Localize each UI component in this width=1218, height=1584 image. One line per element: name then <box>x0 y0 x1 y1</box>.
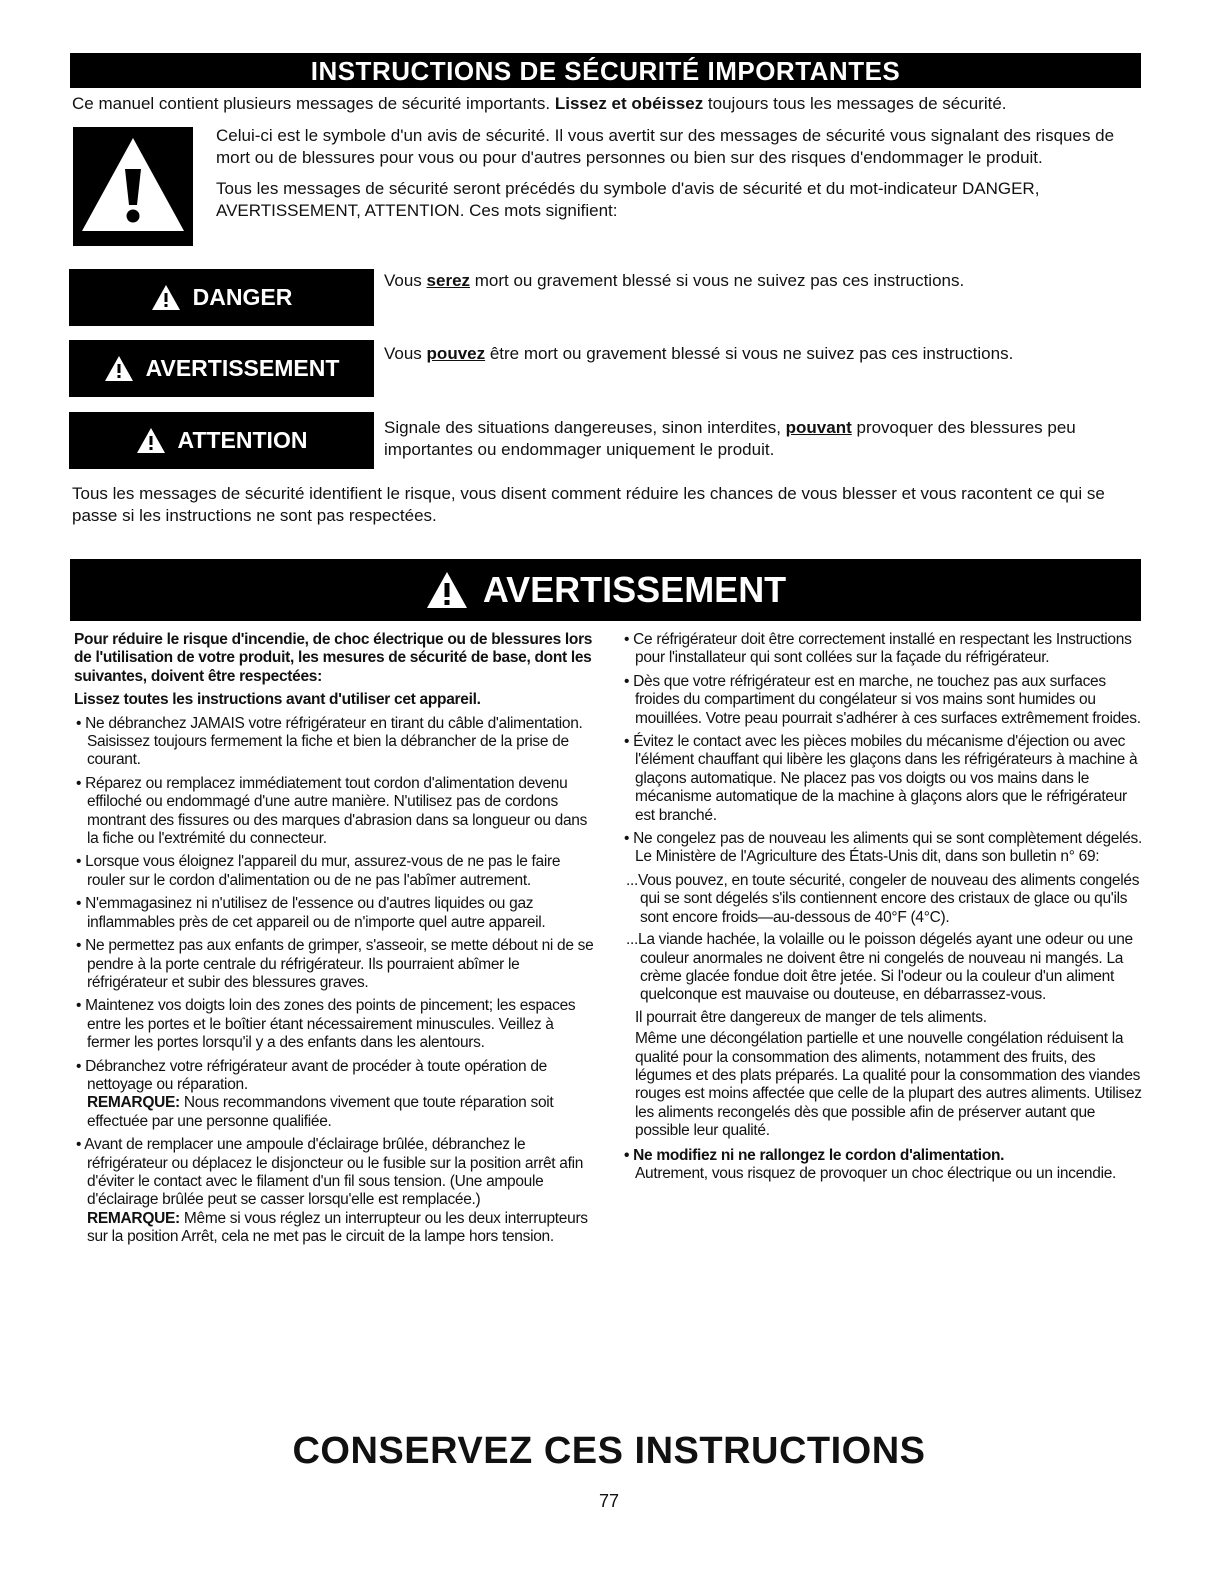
warning-triangle-icon <box>73 127 193 246</box>
warning-label: AVERTISSEMENT <box>145 355 340 381</box>
caution-pre: Signale des situations dangereuses, sinon interdites, <box>384 418 786 437</box>
intro-text <box>72 93 1142 115</box>
left-lead-2: Lissez toutes les instructions avant d'utiliser cet appareil. <box>74 691 481 709</box>
list-item: • Réparez ou remplacez immédiatement tout cordon d'alimentation devenu effiloché ou endommagé d'une autre manière. N'utilisez pas de cordons montrant des fissures ou des marques d'abrasion dans sa longueur ou dans la fiche ou l'extrémité du connecteur. <box>76 774 588 848</box>
remark-label: REMARQUE: <box>87 1209 180 1227</box>
list-item: • Évitez le contact avec les pièces mobiles du mécanisme d'éjection ou avec l'élément chauffant qui libère les glaçons dans les réfrigérateurs à machine à glaçons automatique. Ne placez pas vos doigts ou vos mains dans le mécanisme automatique de la machine à glaçons alors que le réfrigérateur est branché. <box>624 733 1138 824</box>
caution-description <box>384 417 1144 461</box>
danger-key: serez <box>426 271 471 290</box>
list-item: • N'emmagasinez ni n'utilisez de l'essence ou d'autres liquides ou gaz inflammables près de cet appareil ou de n'importe quel autre appareil. <box>76 895 546 931</box>
list-item-text: • Avant de remplacer une ampoule d'éclairage brûlée, débranchez le réfrigérateur ou déplacez le disjoncteur ou le fusible sur la position arrêt afin d'éviter le contact avec le filament d'un fil sous tension. (Une ampoule d'éclairage brûlée peut se casser lorsqu'elle est remplacée.) <box>76 1136 584 1209</box>
sub-item: ...Vous pouvez, en toute sécurité, congeler de nouveau des aliments congelés qui se sont dégelés s'ils contiennent encore des cristaux de glace ou qu'ils sont encore froids—au-dessous de 40°F (4°C). <box>626 871 1140 926</box>
list-item: • Ne congelez pas de nouveau les aliments qui se sont complètement dégelés. Le Ministère de l'Agriculture des États-Unis dit, dans son bulletin n° 69: <box>624 830 1143 866</box>
caution-signal-box <box>69 412 374 469</box>
list-item: • Ne débranchez JAMAIS votre réfrigérateur en tirant du câble d'alimentation. Saisissez toujours fermement la fiche et bien la débrancher de la prise de courant. <box>76 714 583 769</box>
warning-banner-label: AVERTISSEMENT <box>482 569 787 610</box>
list-item: • Maintenez vos doigts loin des zones des points de pincement; les espaces entre les portes et le boîtier étant nécessairement minuscules. Veillez à fermer les portes lorsqu'il y a des enfants dans les alentours. <box>76 997 576 1052</box>
caution-label: ATTENTION <box>177 427 308 453</box>
symbol-para-2: Tous les messages de sécurité seront précédés du symbole d'avis de sécurité et du mot-indicateur DANGER, AVERTISSEMENT, ATTENTION. Ces mots signifient: <box>216 179 1040 220</box>
symbol-description <box>216 125 1141 231</box>
danger-signal-box <box>69 269 374 326</box>
remark-text: Même si vous réglez un interrupteur ou les deux interrupteurs sur la position Arrêt, cela ne met pas le circuit de la lampe hors tension. <box>87 1209 588 1246</box>
safety-alert-symbol <box>73 127 193 246</box>
list-item <box>622 1147 1142 1184</box>
caution-post: provoquer des blessures peu importantes ou endommager uniquement le produit. <box>384 418 1076 459</box>
sub-item: ...La viande hachée, la volaille ou le poisson dégelés ayant une odeur ou une couleur anormales ne doivent être ni congelés de nouveau ni mangés. La crème glacée fondue doit être jetée. Si l'odeur ou la couleur d'un aliment quelconque est mauvaise ou douteuse, en débarrassez-vous. <box>626 931 1133 1004</box>
page-number: 77 <box>598 1491 620 1511</box>
paragraph: Même une décongélation partielle et une nouvelle congélation réduisent la qualité pour la consommation des aliments, notamment des fruits, des légumes et des plats préparés. La qualité pour la consommation des viandes rouges est moins affectée que celle de la plupart des autres aliments. Utilisez les aliments recongelés dès que possible afin de préserver autant que possible leur qualité. <box>635 1030 1142 1140</box>
intro-after: toujours tous les messages de sécurité. <box>703 94 1007 113</box>
warning-pre: Vous <box>384 344 427 363</box>
footer-title: CONSERVEZ CES INSTRUCTIONS <box>292 1430 926 1472</box>
safety-summary: Tous les messages de sécurité identifient le risque, vous disent comment réduire les chances de vous blesser et vous racontent ce qui se passe si les instructions ne sont pas respectées. <box>72 484 1105 525</box>
left-column <box>74 631 594 1252</box>
warning-signal-box <box>69 340 374 397</box>
warning-post: être mort ou gravement blessé si vous ne suivez pas ces instructions. <box>485 344 1014 363</box>
list-item: • Lorsque vous éloignez l'appareil du mur, assurez-vous de ne pas le faire rouler sur le cordon d'alimentation ou de ne pas l'abîmer autrement. <box>76 853 561 889</box>
list-item: • Ce réfrigérateur doit être correctement installé en respectant les Instructions pour l'installateur qui sont collées sur la façade du réfrigérateur. <box>624 631 1132 667</box>
warning-description <box>384 343 1144 365</box>
list-item <box>74 1136 594 1246</box>
intro-before: Ce manuel contient plusieurs messages de sécurité importants. <box>72 94 555 113</box>
section-title-bar: INSTRUCTIONS DE SÉCURITÉ IMPORTANTES <box>70 53 1141 88</box>
warning-triangle-icon <box>425 570 469 610</box>
danger-label: DANGER <box>192 284 293 310</box>
warning-triangle-icon <box>151 284 181 311</box>
warning-triangle-icon <box>104 355 134 382</box>
list-item-bold: • Ne modifiez ni ne rallongez le cordon d'alimentation. <box>624 1146 1005 1164</box>
warning-key: pouvez <box>426 344 486 363</box>
danger-pre: Vous <box>384 271 427 290</box>
danger-post: mort ou gravement blessé si vous ne suivez pas ces instructions. <box>470 271 965 290</box>
symbol-para-1: Celui-ci est le symbole d'un avis de sécurité. Il vous avertit sur des messages de sécurité vous signalant des risques de mort ou de blessures pour vous ou pour d'autres personnes ou bien sur des risques d'endommager le produit. <box>216 126 1115 167</box>
list-item: • Dès que votre réfrigérateur est en marche, ne touchez pas aux surfaces froides du compartiment du congélateur si vos mains sont humides ou mouillées. Votre peau pourrait s'adhérer à ces surfaces extrêmement froides. <box>624 672 1141 727</box>
list-item-text: Autrement, vous risquez de provoquer un choc électrique ou un incendie. <box>635 1164 1117 1182</box>
remark-label: REMARQUE: <box>87 1094 180 1112</box>
right-column <box>622 631 1142 1188</box>
list-item <box>74 1058 594 1132</box>
intro-bold: Lissez et obéissez <box>554 94 704 113</box>
warning-triangle-icon <box>136 427 166 454</box>
list-item-text: • Débranchez votre réfrigérateur avant de procéder à toute opération de nettoyage ou réparation. <box>76 1057 547 1093</box>
remark-text: Nous recommandons vivement que toute réparation soit effectuée par une personne qualifiée. <box>87 1094 554 1130</box>
list-item: • Ne permettez pas aux enfants de grimper, s'asseoir, se mette débout ni de se pendre à la porte centrale du réfrigérateur. Ils pourraient abîmer le réfrigérateur et subir des blessures graves. <box>76 937 594 991</box>
caution-key: pouvant <box>785 418 852 437</box>
warning-banner <box>70 559 1141 621</box>
left-lead: Pour réduire le risque d'incendie, de choc électrique ou de blessures lors de l'utilisation de votre produit, les mesures de sécurité de base, dont les suivantes, doivent être respectées: <box>74 631 593 685</box>
paragraph: Il pourrait être dangereux de manger de tels aliments. <box>635 1008 987 1026</box>
danger-description <box>384 270 1144 292</box>
